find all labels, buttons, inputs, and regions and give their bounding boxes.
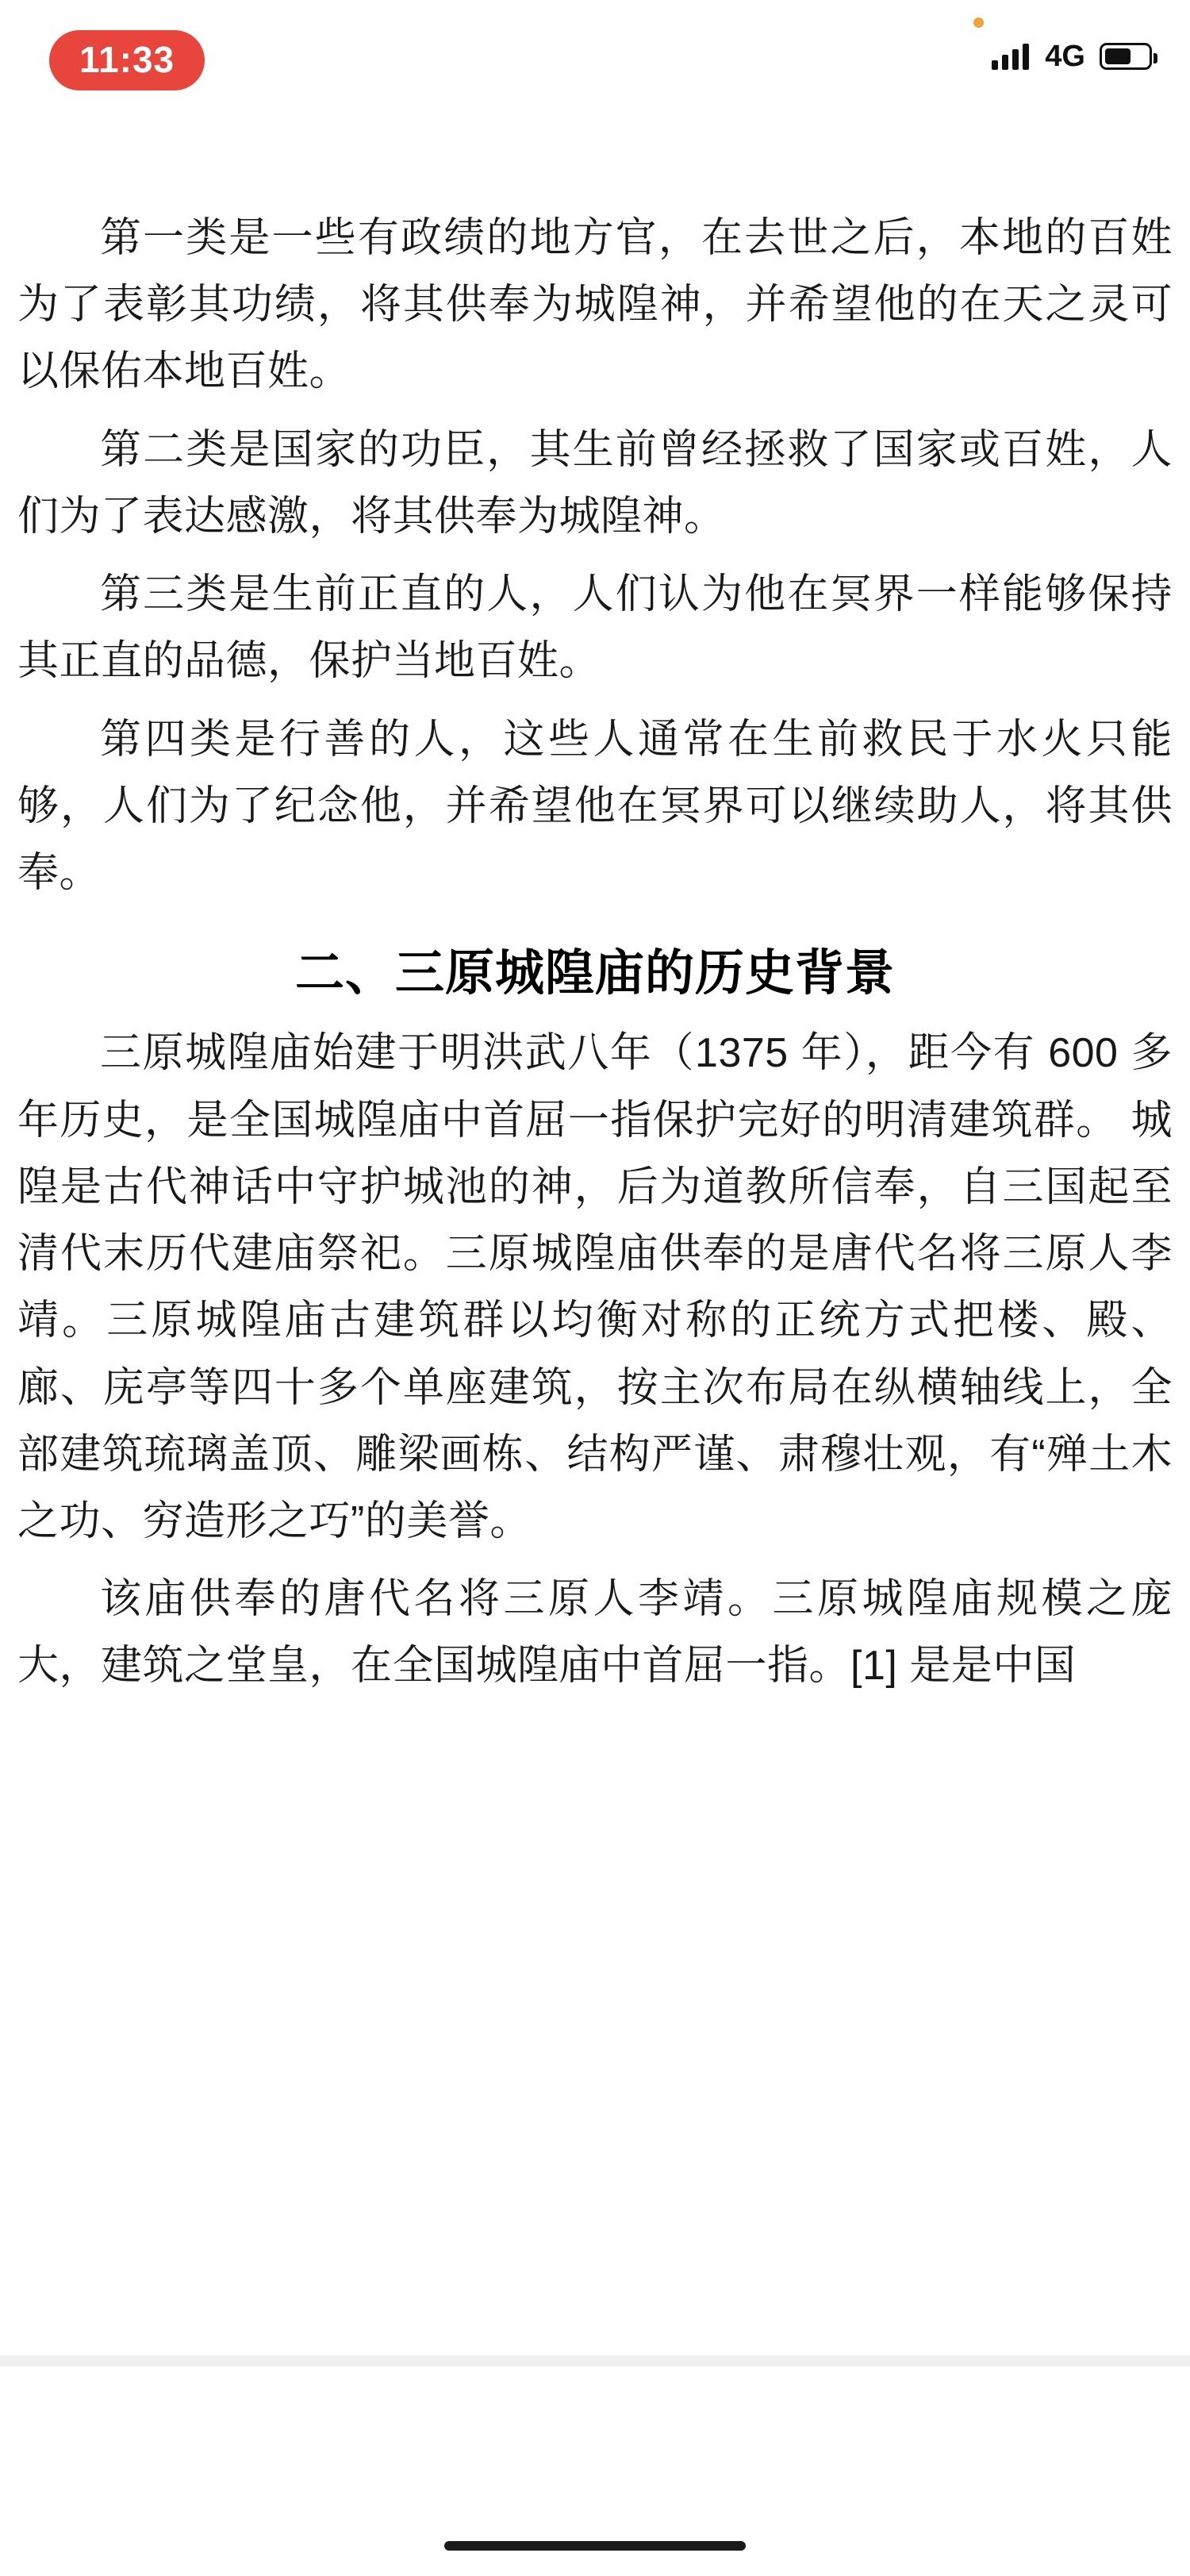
home-indicator[interactable] [444, 2541, 746, 2551]
paragraph: 第一类是一些有政绩的地方官，在去世之后，本地的百姓为了表彰其功绩，将其供奉为城隍神，并希望他的在天之灵可以保佑本地百姓。 [17, 215, 1173, 395]
paragraph: 第三类是生前正直的人，人们认为他在冥界一样能够保持其正直的品德，保护当地百姓。 [17, 571, 1173, 685]
paragraph: 第四类是行善的人，这些人通常在生前救民于水火只能够，人们为了纪念他，并希望他在冥界可以继续助人，将其供奉。 [17, 716, 1173, 897]
article-body [17, 205, 1173, 1711]
battery-icon [1100, 43, 1152, 70]
orange-recording-dot-icon [973, 17, 984, 28]
paragraph: 第二类是国家的功臣，其生前曾经拯救了国家或百姓，人们为了表达感激，将其供奉为城隍神。 [17, 426, 1173, 540]
paragraph: 三原城隍庙始建于明洪武八年（1375 年），距今有 600 多年历史，是全国城隍庙中首屈一指保护完好的明清建筑群。 城隍是古代神话中守护城池的神，后为道教所信奉，自三国起至清代末历代建庙祭祀。三原城隍庙供奉的是唐代名将三原人李靖。三原城隍庙古建筑群以均衡对称的正统方式把楼、殿、廊、庑亭等四十多个单座建筑，按主次布局在纵横轴线上，全部建筑琉璃盖顶、雕梁画栋、结构严谨、肃穆壮观，有“殚土木之功、穷造形之巧”的美誉。 [17, 1030, 1173, 1544]
section-heading: 二、三原城隍庙的历史背景 [294, 946, 895, 1002]
status-bar-time: 11:33 [49, 30, 205, 90]
paragraph: 该庙供奉的唐代名将三原人李靖。三原城隍庙规模之庞大，建筑之堂皇，在全国城隍庙中首屈一指。[1] 是是中国 [17, 1576, 1173, 1690]
bottom-divider [0, 2355, 1190, 2366]
network-type-label: 4G [1045, 40, 1085, 73]
status-bar [0, 0, 1190, 127]
status-bar-indicators [992, 41, 1152, 71]
signal-bars-icon [992, 43, 1029, 70]
